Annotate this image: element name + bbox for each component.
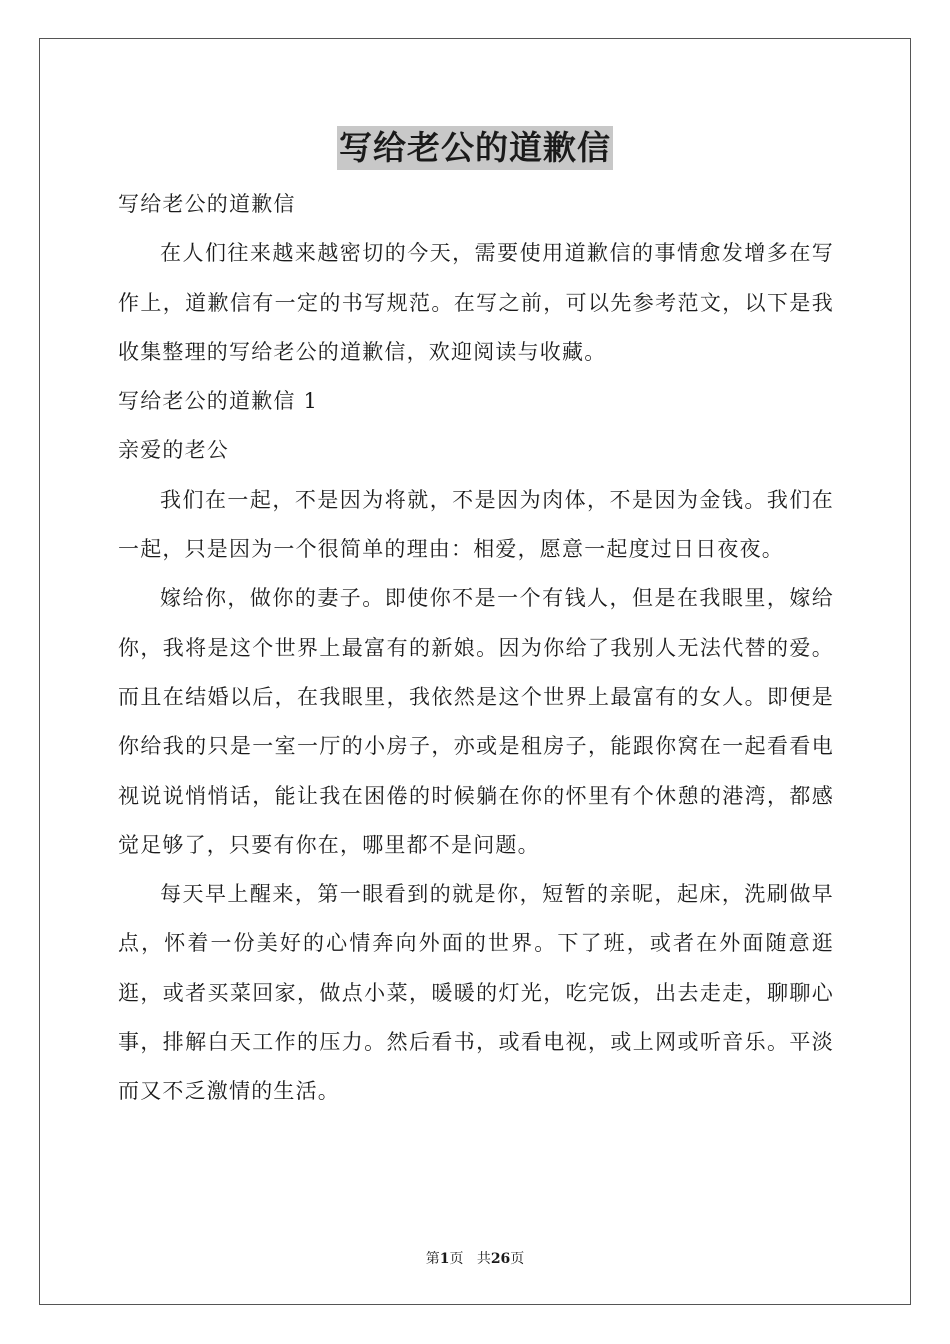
footer-total-suffix: 页 — [510, 1251, 525, 1267]
salutation: 亲爱的老公 — [118, 438, 229, 463]
paragraph: 每天早上醒来，第一眼看到的就是你，短暂的亲昵，起床，洗刷做早点，怀着一份美好的心情奔向外面的世界。下了班，或者在外面随意逛逛，或者买菜回家，做点小菜，暖暖的灯光，吃完饭，出去走走，聊聊心事，排解白天工作的压力。然后看书，或看电视，或上网或听音乐。平淡而又不乏激情的生活。 — [118, 882, 834, 1104]
title-wrap — [0, 126, 950, 170]
footer-page-number: 1 — [439, 1251, 450, 1267]
document-body — [118, 180, 834, 1117]
footer-total-prefix: 共 — [476, 1251, 491, 1267]
paragraph: 写给老公的道歉信 — [118, 192, 296, 216]
section-heading: 写给老公的道歉信 1 — [118, 389, 319, 414]
paragraph: 在人们往来越来越密切的今天，需要使用道歉信的事情愈发增多在写作上，道歉信有一定的书写规范。在写之前，可以先参考范文，以下是我收集整理的写给老公的道歉信，欢迎阅读与收藏。 — [118, 241, 834, 364]
paragraph: 嫁给你，做你的妻子。即使你不是一个有钱人，但是在我眼里，嫁给你，我将是这个世界上最富有的新娘。因为你给了我别人无法代替的爱。而且在结婚以后，在我眼里，我依然是这个世界上最富有的女人。即便是你给我的只是一室一厅的小房子，亦或是租房子，能跟你窝在一起看看电视说说悄悄话，能让我在困倦的时候躺在你的怀里有个休憩的港湾，都感觉足够了，只要有你在，哪里都不是问题。 — [118, 586, 834, 857]
footer-prefix: 第 — [425, 1251, 440, 1267]
footer-page-suffix: 页 — [449, 1251, 464, 1267]
page-footer — [0, 1248, 950, 1268]
footer-total-pages: 26 — [490, 1251, 511, 1267]
document-title: 写给老公的道歉信 — [337, 126, 613, 170]
paragraph: 我们在一起，不是因为将就，不是因为肉体，不是因为金钱。我们在一起，只是因为一个很简单的理由：相爱，愿意一起度过日日夜夜。 — [118, 487, 834, 562]
